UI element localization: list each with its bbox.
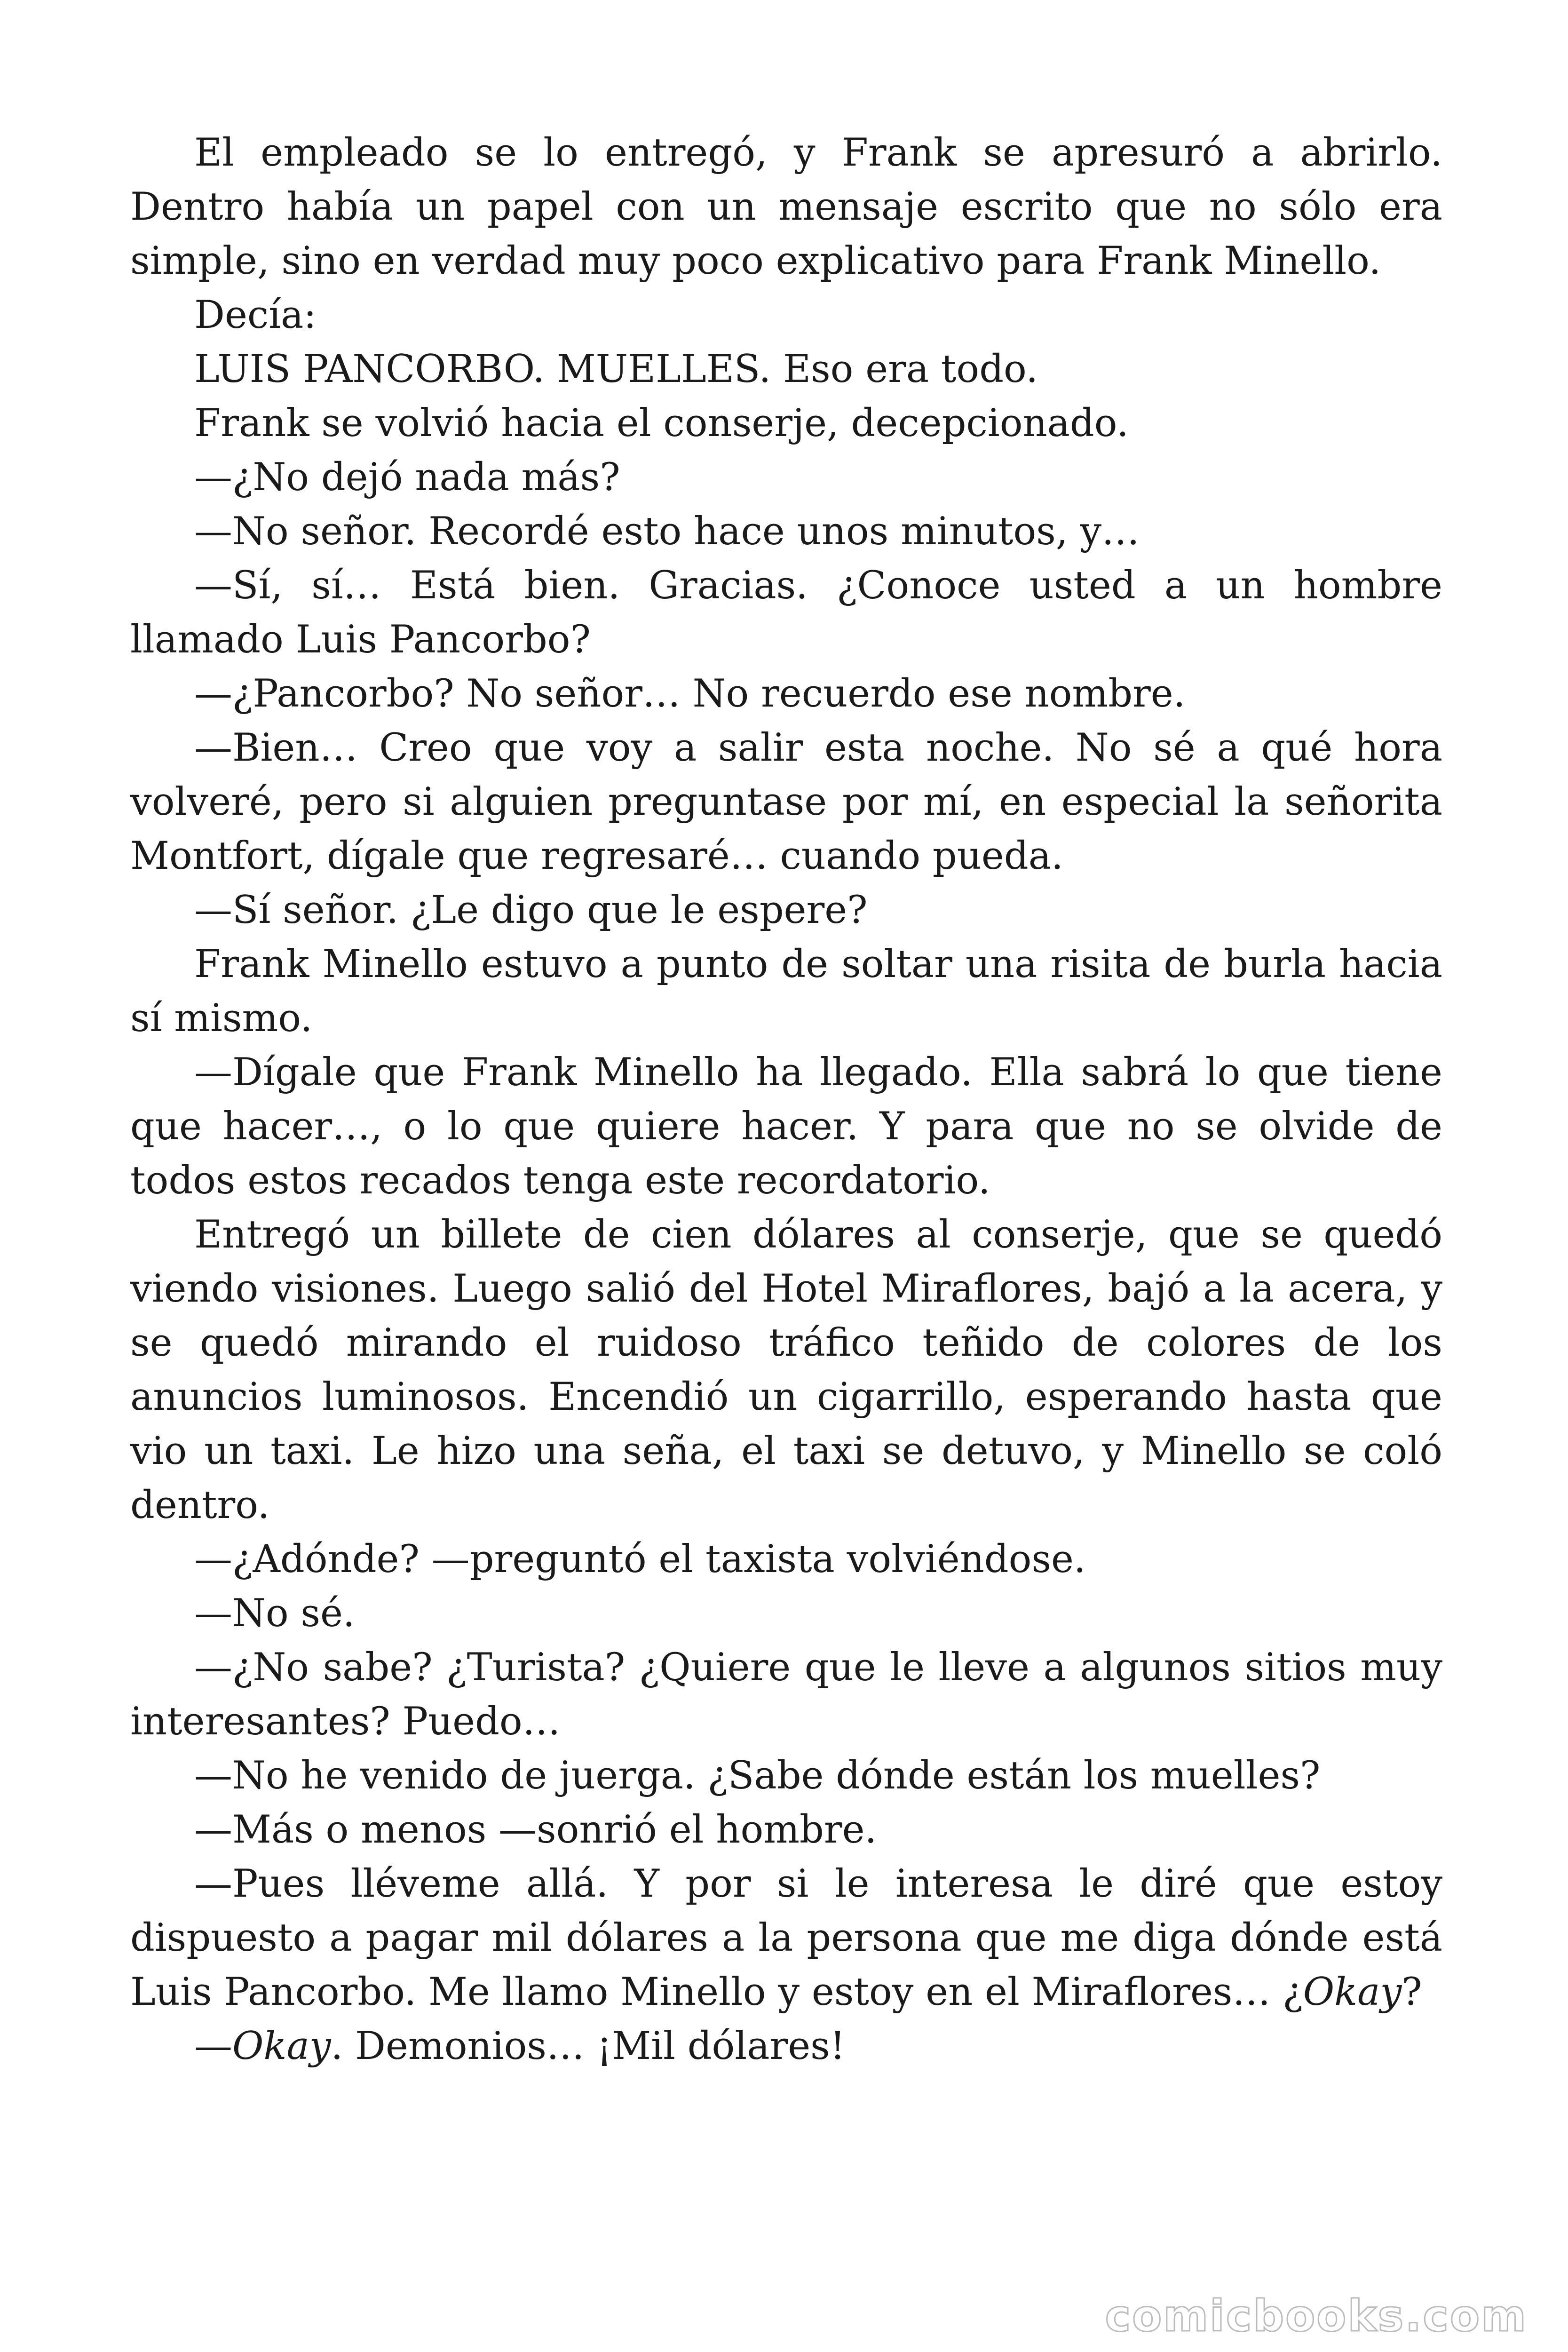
paragraph xyxy=(130,1803,1442,1857)
paragraph-text: —¿No dejó nada más? xyxy=(194,455,620,500)
italic-text: Okay xyxy=(232,2024,331,2068)
paragraph-text: —¿Adónde? —preguntó el taxista volviéndose. xyxy=(194,1537,1086,1581)
paragraph-text: ? xyxy=(1402,1970,1422,2014)
paragraph-text: Decía: xyxy=(194,293,317,337)
paragraph xyxy=(130,397,1442,451)
paragraph xyxy=(130,1046,1442,1208)
paragraph-text: —Pues lléveme allá. Y por si le interesa le diré que estoy dispuesto a pagar mil dólares a la persona que me diga dónde está Luis Pancorbo. Me llamo Minello y estoy en el Miraflores… ¿ xyxy=(130,1862,1442,2014)
paragraph xyxy=(130,1641,1442,1749)
paragraph-text: —No he venido de juerga. ¿Sabe dónde están los muelles? xyxy=(194,1754,1321,1798)
paragraph-text: —Bien… Creo que voy a salir esta noche. No sé a qué hora volveré, pero si alguien preguntase por mí, en especial la señorita Montfort, dígale que regresaré… cuando pueda. xyxy=(130,726,1442,878)
paragraph xyxy=(130,1857,1442,2019)
paragraph-text: —No señor. Recordé esto hace unos minutos, y… xyxy=(194,509,1140,554)
paragraph-text: . Demonios… ¡Mil dólares! xyxy=(331,2024,846,2068)
paragraph xyxy=(130,1533,1442,1587)
paragraph xyxy=(130,126,1442,288)
paragraph xyxy=(130,721,1442,883)
paragraph-text: —No sé. xyxy=(194,1591,355,1636)
paragraph xyxy=(130,667,1442,721)
paragraph xyxy=(130,883,1442,938)
paragraph-text: —Sí, sí… Está bien. Gracias. ¿Conoce usted a un hombre llamado Luis Pancorbo? xyxy=(130,564,1442,662)
paragraph-text: — xyxy=(194,2024,232,2068)
paragraph xyxy=(130,1749,1442,1803)
paragraph xyxy=(130,1587,1442,1641)
paragraph-text: Frank se volvió hacia el conserje, decepcionado. xyxy=(194,401,1129,445)
paragraph xyxy=(130,288,1442,342)
paragraph-text: Frank Minello estuvo a punto de soltar una risita de burla hacia sí mismo. xyxy=(130,942,1442,1041)
paragraph xyxy=(130,559,1442,667)
paragraph-text: LUIS PANCORBO. MUELLES. Eso era todo. xyxy=(194,347,1038,391)
paragraph xyxy=(130,342,1442,397)
paragraph xyxy=(130,505,1442,559)
body-text xyxy=(130,126,1442,2074)
paragraph-text: Entregó un billete de cien dólares al conserje, que se quedó viendo visiones. Luego salió del Hotel Miraflores, bajó a la acera, y se quedó mirando el ruidoso tráfico teñido de colores de los anuncios luminosos. Encendió un cigarrillo, esperando hasta que vio un taxi. Le hizo una seña, el taxi se detuvo, y Minello se coló dentro. xyxy=(130,1213,1442,1527)
paragraph xyxy=(130,2019,1442,2074)
paragraph-text: —Sí señor. ¿Le digo que le espere? xyxy=(194,888,868,932)
paragraph xyxy=(130,938,1442,1046)
paragraph-text: —Más o menos —sonrió el hombre. xyxy=(194,1808,877,1852)
paragraph xyxy=(130,1208,1442,1533)
paragraph-text: —¿Pancorbo? No señor… No recuerdo ese nombre. xyxy=(194,672,1186,716)
italic-text: Okay xyxy=(1303,1970,1402,2014)
watermark-logo: comicbooks.com xyxy=(1105,2291,1528,2341)
paragraph-text: —¿No sabe? ¿Turista? ¿Quiere que le lleve a algunos sitios muy interesantes? Puedo… xyxy=(130,1645,1442,1744)
paragraph-text: El empleado se lo entregó, y Frank se apresuró a abrirlo. Dentro había un papel con un mensaje escrito que no sólo era simple, sino en verdad muy poco explicativo para Frank Minello. xyxy=(130,131,1442,283)
paragraph-text: —Dígale que Frank Minello ha llegado. Ella sabrá lo que tiene que hacer…, o lo que quiere hacer. Y para que no se olvide de todos estos recados tenga este recordatorio. xyxy=(130,1050,1442,1203)
paragraph xyxy=(130,451,1442,505)
